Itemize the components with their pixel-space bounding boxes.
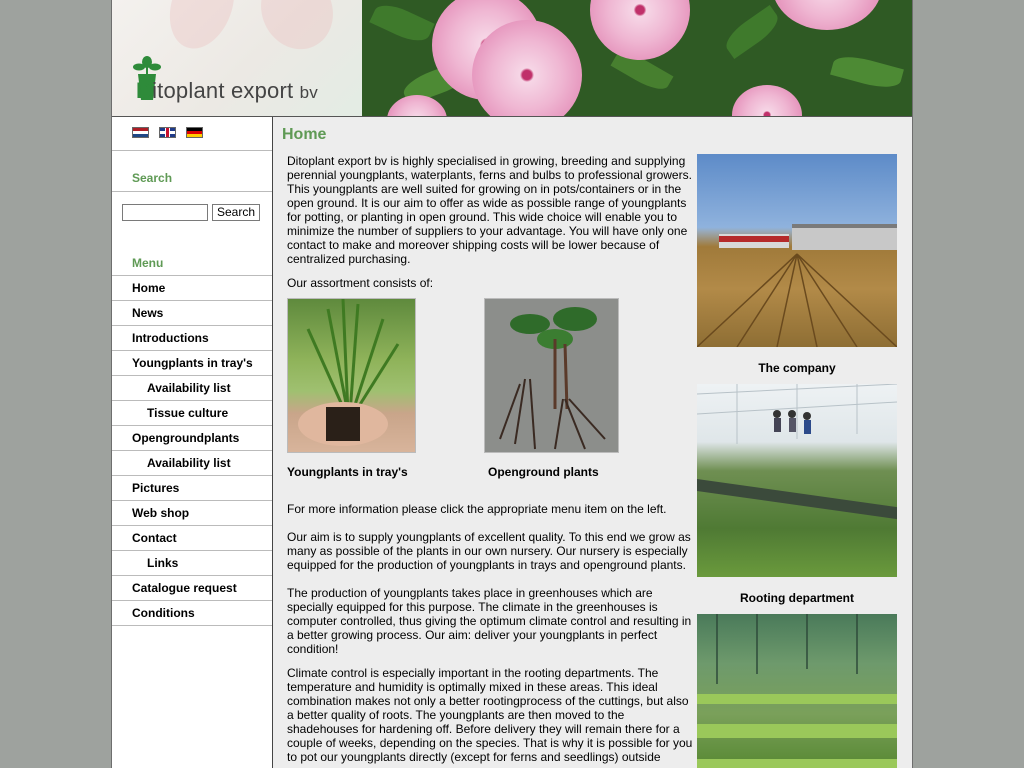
page [111,0,913,768]
climate-paragraph: Climate control is especially important in the rooting departments. The temperature and humidity is optimally mixed in these areas. This ideal combination makes not only a better rootingprocess of the cuttings, but also a better quality of roots. The youngplants are then moved to the shadehouses for hardening off. Before delivery they will remain there for a couple of weeks, depending on the species. That is why it is possible for you to pot our youngplants directly (except for ferns and seedlings) outside [287,666,693,764]
search-input[interactable] [122,204,208,221]
caption-youngplants: Youngplants in tray's [287,465,408,479]
openground-plant-photo[interactable] [484,298,619,453]
article [287,154,693,768]
page-title: Home [282,126,327,143]
menu-item-youngplants-in-trays[interactable]: Youngplants in tray's [112,350,272,375]
greenhouse-photo[interactable] [697,614,897,768]
menu-item-availability-list-openground[interactable]: Availability list [112,450,272,475]
menu-item-contact[interactable]: Contact [112,525,272,550]
production-paragraph: The production of youngplants takes place in greenhouses which are specially equipped for this purpose. The climate in the greenhouses is computer controlled, thus giving the optimum climate control and resulting in a better growing process. Our aim: deliver your youngplants in perfect condition! [287,586,692,656]
menu-item-opengroundplants[interactable]: Opengroundplants [112,425,272,450]
caption-rooting-department: Rooting department [740,591,854,605]
main-menu [112,275,272,626]
greenhouse-plants-illustration [697,614,897,768]
rooting-department-photo[interactable] [697,384,897,577]
search-button[interactable]: Search [212,204,260,221]
logo-text: Ditoplant export bv [136,78,318,103]
main-content [273,117,912,768]
intro-paragraph: Ditoplant export bv is highly specialised in growing, breeding and supplying perennial youngplants, waterplants, ferns and bulbs to professional growers. This youngplants are well suited for growing on in pots/containers or in the open ground. It is our aim to offer as wide as possible range of youngplants for potting, or planting in open ground. This wide choice will enable you to minimize the number of suppliers to your advantage. You will have only one contact to make and moreover shipping costs will be lower because of centralized purchasing. [287,154,692,266]
openground-plant-illustration [485,299,618,452]
assortment-intro: Our assortment consists of: [287,276,434,290]
header [112,0,912,117]
rooting-greenhouse-illustration [697,384,897,577]
sidebar [112,117,273,768]
menu-item-news[interactable]: News [112,300,272,325]
menu-item-conditions[interactable]: Conditions [112,600,272,626]
flag-de-icon[interactable] [186,127,203,138]
youngplants-tray-photo[interactable] [287,298,416,453]
menu-item-pictures[interactable]: Pictures [112,475,272,500]
divider [112,191,272,192]
flag-en-icon[interactable] [159,127,176,138]
tray-plant-illustration [288,299,415,452]
more-info-paragraph: For more information please click the appropriate menu item on the left. [287,502,667,516]
menu-item-home[interactable]: Home [112,275,272,300]
company-building-illustration [697,154,897,347]
menu-item-catalogue-request[interactable]: Catalogue request [112,575,272,600]
caption-company: The company [758,361,836,375]
menu-item-tissue-culture[interactable]: Tissue culture [112,400,272,425]
company-photo[interactable] [697,154,897,347]
quality-paragraph: Our aim is to supply youngplants of excellent quality. To this end we grow as many as possible of the plants in our own nursery. Our nursery is especially equipped for the production of youngplants in trays and openground plants. [287,530,691,572]
search-heading: Search [132,171,173,185]
menu-item-web-shop[interactable]: Web shop [112,500,272,525]
search-form [122,204,260,221]
flag-nl-icon[interactable] [132,127,149,138]
menu-item-links[interactable]: Links [112,550,272,575]
language-selector [132,127,203,138]
caption-openground: Openground plants [488,465,599,479]
divider [112,150,272,151]
assortment-gallery [287,292,693,502]
menu-item-availability-list-trays[interactable]: Availability list [112,375,272,400]
logo[interactable] [112,0,362,116]
menu-heading: Menu [132,256,164,270]
menu-item-introductions[interactable]: Introductions [112,325,272,350]
header-flower-photo [362,0,912,116]
